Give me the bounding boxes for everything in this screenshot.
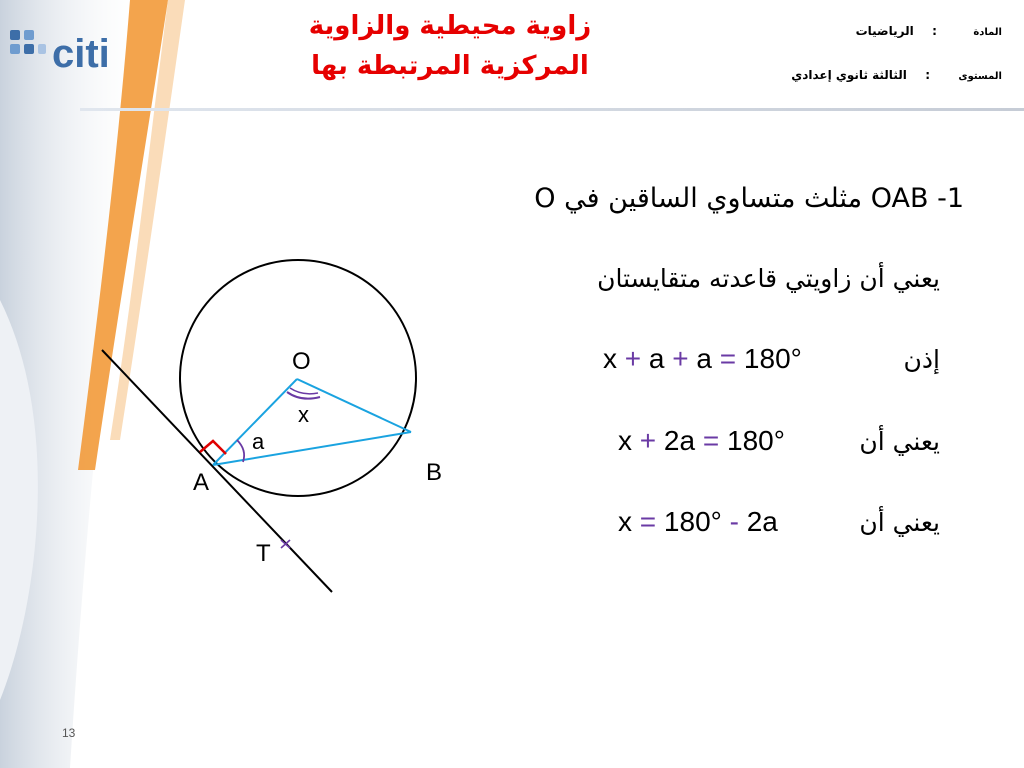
- eq4-x: x: [618, 425, 632, 456]
- eq5-2a: 2a: [746, 506, 778, 537]
- page-number: 13: [62, 726, 76, 740]
- eq3-a2: a: [696, 343, 712, 374]
- eq4-rhs: 180°: [727, 425, 785, 456]
- title-line-2: المركزية المرتبطة بها: [311, 51, 589, 81]
- level-label: المستوى: [958, 71, 1002, 82]
- line4-word: يعني أن: [859, 427, 940, 456]
- eq4-plus: +: [639, 425, 657, 456]
- angle-x-arc-inner: [290, 388, 318, 394]
- label-T: T: [256, 540, 271, 567]
- label-A: A: [193, 469, 210, 496]
- statement-line-2: يعني أن زاويتي قاعدته متقايستان: [597, 264, 940, 293]
- eq3-plus-1: +: [624, 343, 642, 374]
- eq3-plus-2: +: [672, 343, 689, 374]
- eq5-minus: -: [729, 506, 739, 537]
- line5-word: يعني أن: [859, 508, 940, 537]
- label-B: B: [426, 459, 443, 486]
- label-x: x: [298, 402, 309, 427]
- eq3-rhs: 180°: [743, 343, 802, 374]
- eq4-2a: 2a: [663, 425, 696, 456]
- subject-label: المادة: [973, 27, 1002, 38]
- statement-line-1: 1- OAB مثلث متساوي الساقين في O: [534, 183, 964, 214]
- line3-word: إذن: [903, 345, 940, 374]
- eq3-x: x: [603, 343, 617, 374]
- label-a: a: [252, 429, 265, 454]
- eq5-180: 180°: [663, 506, 722, 537]
- subject-separator: :: [932, 24, 937, 38]
- tangent-line: [102, 350, 332, 592]
- angle-a-arc: [237, 440, 244, 462]
- eq4-equals: =: [702, 425, 720, 456]
- segment-OB: [297, 379, 411, 432]
- eq3-equals: =: [719, 343, 737, 374]
- level-value: الثالثة ثانوي إعدادي: [791, 68, 907, 82]
- circle: [180, 260, 416, 496]
- label-O: O: [292, 348, 311, 375]
- title-line-1: زاوية محيطية والزاوية: [308, 11, 592, 41]
- eq3-a1: a: [648, 343, 665, 374]
- logo-text: citi: [52, 32, 110, 76]
- subject-value: الرياضيات: [855, 24, 914, 38]
- level-separator: :: [925, 68, 931, 82]
- eq5-equals: =: [639, 506, 657, 537]
- point-T-cross: [281, 540, 290, 548]
- eq5-x: x: [618, 506, 632, 537]
- right-angle-mark: [200, 441, 226, 454]
